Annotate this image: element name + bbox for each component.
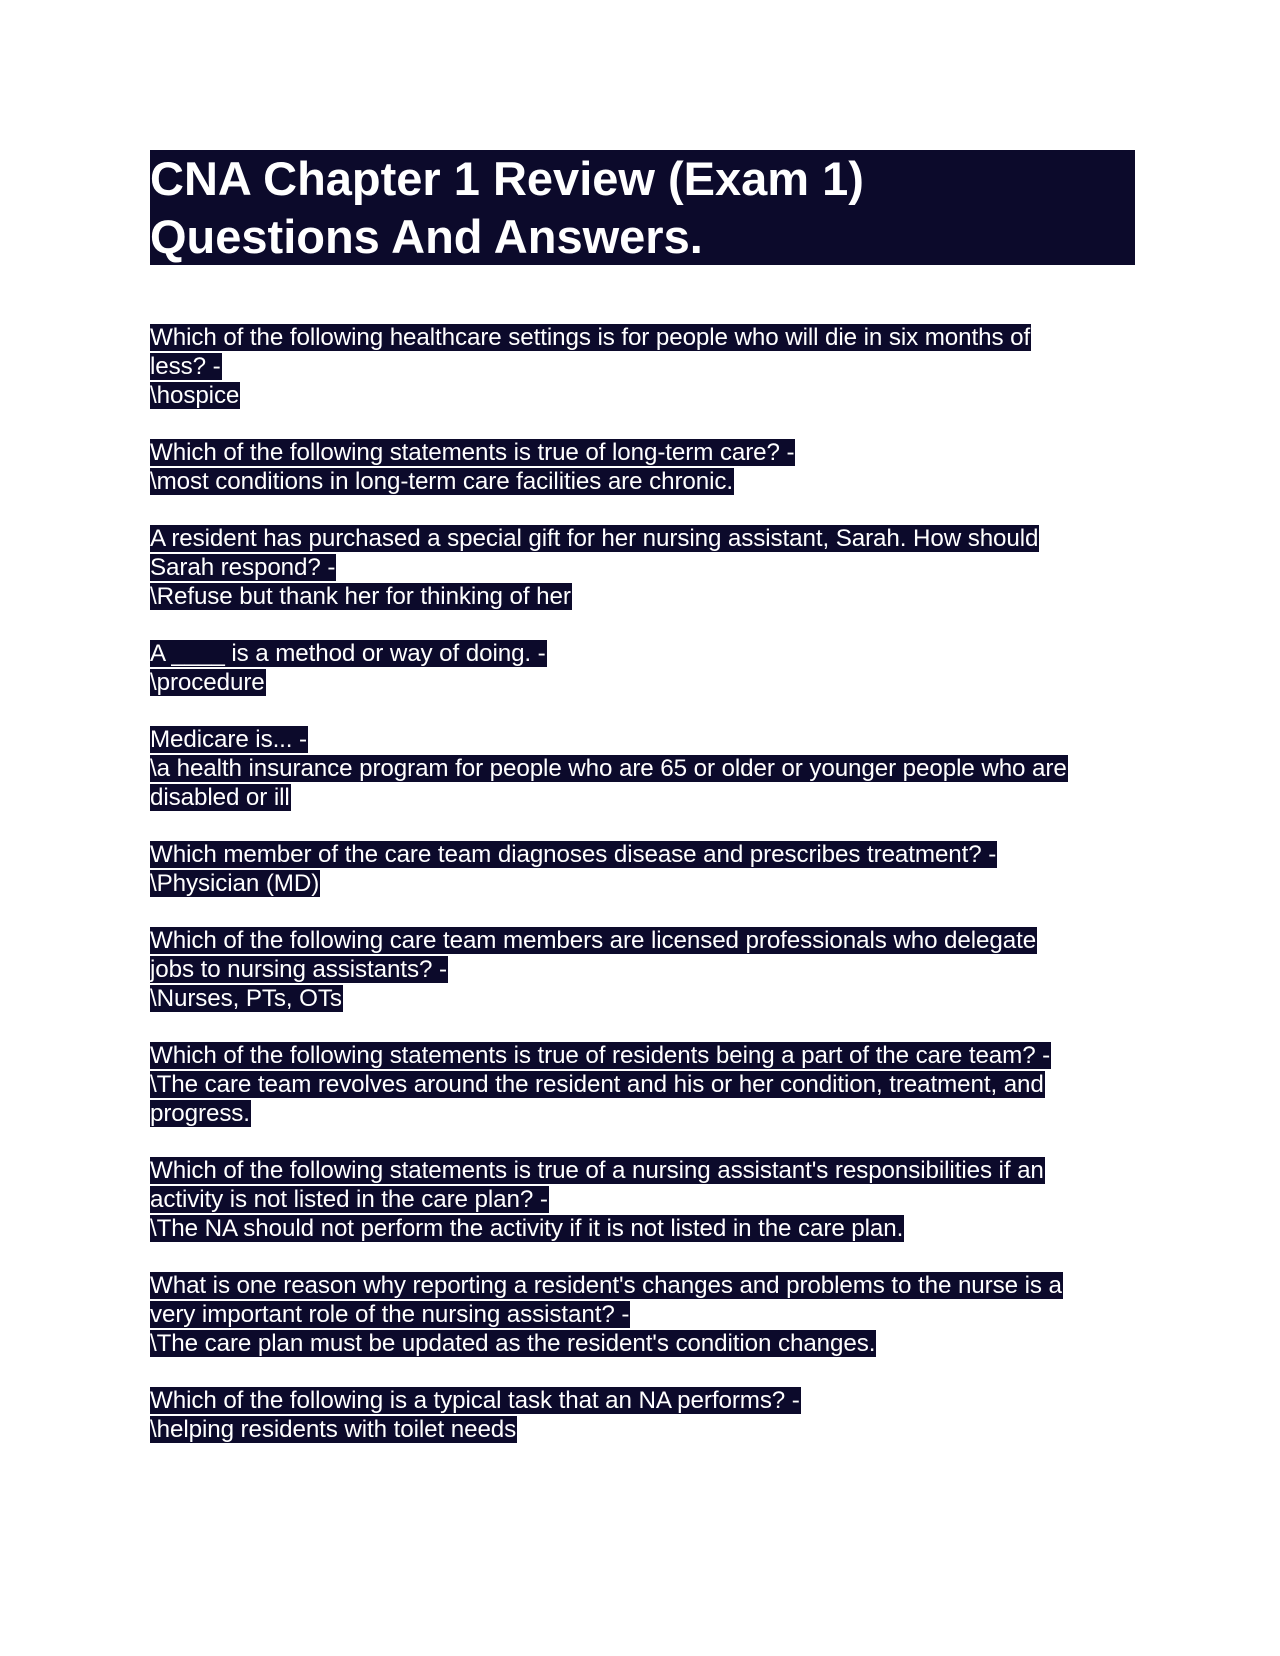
answer-line	[150, 1070, 1135, 1099]
document-title	[150, 150, 1135, 265]
qa-item	[150, 524, 1135, 611]
answer-line	[150, 467, 1135, 496]
answer-text: \The care team revolves around the resident and his or her condition, treatment, and	[150, 1071, 1044, 1098]
question-line	[150, 955, 1135, 984]
question-text: activity is not listed in the care plan? -	[150, 1186, 548, 1213]
question-text: A resident has purchased a special gift for her nursing assistant, Sarah. How should	[150, 525, 1039, 552]
qa-item	[150, 1156, 1135, 1243]
question-text: Which of the following healthcare settings is for people who will die in six months of	[150, 324, 1031, 351]
question-line	[150, 553, 1135, 582]
qa-item	[150, 323, 1135, 410]
qa-item	[150, 926, 1135, 1013]
question-line	[150, 1185, 1135, 1214]
answer-text: progress.	[150, 1100, 250, 1127]
answer-line	[150, 668, 1135, 697]
answer-text: \hospice	[150, 382, 240, 409]
answer-line	[150, 582, 1135, 611]
question-text: very important role of the nursing assistant? -	[150, 1301, 630, 1328]
qa-item	[150, 438, 1135, 496]
answer-line	[150, 1099, 1135, 1128]
answer-text: disabled or ill	[150, 784, 290, 811]
question-line	[150, 1271, 1135, 1300]
answer-text: \procedure	[150, 669, 265, 696]
answer-line	[150, 984, 1135, 1013]
qa-item	[150, 840, 1135, 898]
answer-text: \a health insurance program for people who are 65 or older or younger people who are	[150, 755, 1067, 782]
question-text: Sarah respond? -	[150, 554, 336, 581]
answer-line	[150, 1214, 1135, 1243]
answer-text: \Nurses, PTs, OTs	[150, 985, 342, 1012]
question-text: less? -	[150, 353, 221, 380]
answer-line	[150, 381, 1135, 410]
question-text: jobs to nursing assistants? -	[150, 956, 447, 983]
answer-text: \The NA should not perform the activity if it is not listed in the care plan.	[150, 1215, 904, 1242]
qa-item	[150, 639, 1135, 697]
question-line	[150, 438, 1135, 467]
question-text: Which of the following statements is true of a nursing assistant's responsibilities if an	[150, 1157, 1044, 1184]
question-text: Which of the following statements is true of long-term care? -	[150, 439, 795, 466]
answer-line	[150, 1329, 1135, 1358]
title-line-1: CNA Chapter 1 Review (Exam 1)	[150, 152, 864, 205]
answer-line	[150, 783, 1135, 812]
question-line	[150, 840, 1135, 869]
question-text: Medicare is... -	[150, 726, 308, 753]
question-text: What is one reason why reporting a resident's changes and problems to the nurse is a	[150, 1272, 1062, 1299]
question-text: Which of the following statements is true of residents being a part of the care team? -	[150, 1042, 1051, 1069]
answer-line	[150, 869, 1135, 898]
qa-list	[150, 323, 1135, 1444]
answer-line	[150, 1415, 1135, 1444]
title-line-2: Questions And Answers.	[150, 210, 703, 263]
answer-line	[150, 754, 1135, 783]
answer-text: \most conditions in long-term care facilities are chronic.	[150, 468, 734, 495]
answer-text: \The care plan must be updated as the resident's condition changes.	[150, 1330, 876, 1357]
qa-item	[150, 1041, 1135, 1128]
question-text: Which of the following care team members are licensed professionals who delegate	[150, 927, 1037, 954]
question-text: A ____ is a method or way of doing. -	[150, 640, 546, 667]
question-line	[150, 352, 1135, 381]
answer-text: \Refuse but thank her for thinking of her	[150, 583, 571, 610]
document-page	[150, 150, 1135, 1472]
question-line	[150, 524, 1135, 553]
question-line	[150, 1156, 1135, 1185]
qa-item	[150, 1271, 1135, 1358]
question-line	[150, 639, 1135, 668]
answer-text: \Physician (MD)	[150, 870, 320, 897]
question-line	[150, 1300, 1135, 1329]
question-line	[150, 1041, 1135, 1070]
qa-item	[150, 1386, 1135, 1444]
question-line	[150, 725, 1135, 754]
question-text: Which of the following is a typical task that an NA performs? -	[150, 1387, 800, 1414]
question-line	[150, 1386, 1135, 1415]
question-text: Which member of the care team diagnoses disease and prescribes treatment? -	[150, 841, 997, 868]
question-line	[150, 926, 1135, 955]
qa-item	[150, 725, 1135, 812]
answer-text: \helping residents with toilet needs	[150, 1416, 517, 1443]
question-line	[150, 323, 1135, 352]
